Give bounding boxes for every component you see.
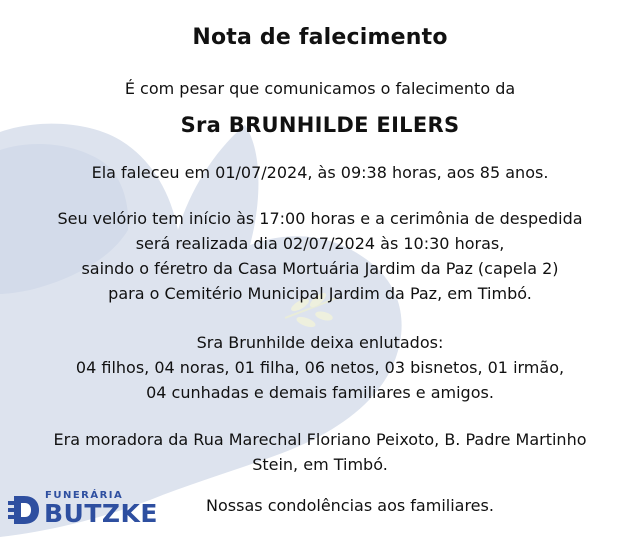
condolences-text: Nossas condolências aos familiares. xyxy=(206,496,494,515)
survivors-line-1: Sra Brunhilde deixa enlutados: xyxy=(196,333,444,352)
survivors-line-3: 04 cunhadas e demais familiares e amigos. xyxy=(146,383,494,402)
logo-top-text: FUNERÁRIA xyxy=(45,490,124,501)
residence-line-2: Stein, em Timbó. xyxy=(252,455,388,474)
wake-line-1: Seu velório tem início às 17:00 horas e a cerimônia de despedida xyxy=(57,209,583,228)
butzke-logo-icon xyxy=(8,492,42,528)
survivors-line-2: 04 filhos, 04 noras, 01 filha, 06 netos, 03 bisnetos, 01 irmão, xyxy=(75,358,565,377)
wake-line-3: saindo o féretro da Casa Mortuária Jardim da Paz (capela 2) xyxy=(81,259,559,278)
wake-line-4: para o Cemitério Municipal Jardim da Paz, em Timbó. xyxy=(108,284,532,303)
death-info: Ela faleceu em 01/07/2024, às 09:38 horas, aos 85 anos. xyxy=(91,163,549,182)
residence-line-1: Era moradora da Rua Marechal Floriano Peixoto, B. Padre Martinho xyxy=(53,430,587,449)
notice-title: Nota de falecimento xyxy=(192,25,448,50)
logo-main-text: BUTZKE xyxy=(44,499,158,528)
deceased-name: Sra BRUNHILDE EILERS xyxy=(180,113,460,137)
intro-text: É com pesar que comunicamos o falecimento da xyxy=(124,79,516,98)
funeraria-butzke-logo xyxy=(8,490,158,530)
wake-line-2: será realizada dia 02/07/2024 às 10:30 horas, xyxy=(135,234,505,253)
